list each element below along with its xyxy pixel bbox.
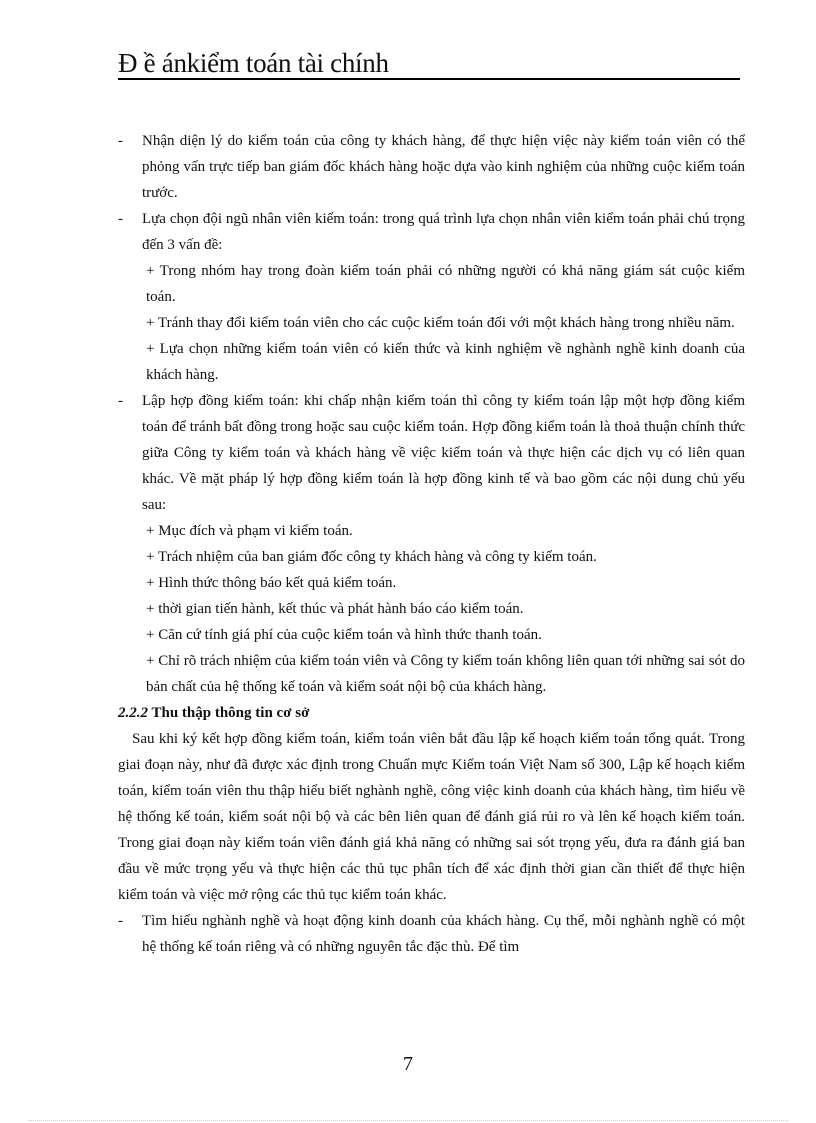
section-heading xyxy=(118,700,745,726)
section-title: Thu thập thông tin cơ sở xyxy=(148,705,310,721)
section-number: 2.2.2 xyxy=(118,705,148,721)
page-bottom-divider xyxy=(28,1120,788,1121)
page-number: 7 xyxy=(403,1053,413,1075)
sub-item: + Căn cứ tính giá phí của cuộc kiểm toán và hình thức thanh toán. xyxy=(146,627,542,643)
page-header-title: Đ ề ánkiểm toán tài chính xyxy=(118,48,740,80)
sub-item: + Trong nhóm hay trong đoàn kiểm toán phải có những người có khả năng giám sát cuộc kiểm toán. xyxy=(146,263,745,305)
bullet-text: Tìm hiểu nghành nghề và hoạt động kinh doanh của khách hàng. Cụ thể, mỗi nghành nghề có một hệ thống kế toán riêng và có những nguyên tắc đặc thù. Để tìm xyxy=(142,913,745,955)
sub-item: + Hình thức thông báo kết quả kiểm toán. xyxy=(146,575,397,591)
sub-item: + Mục đích và phạm vi kiểm toán. xyxy=(146,523,353,539)
dash-mark: - xyxy=(118,133,123,149)
dash-mark: - xyxy=(118,913,123,929)
sub-item: + Chỉ rõ trách nhiệm của kiểm toán viên và Công ty kiểm toán không liên quan tới những sai sót do bản chất của hệ thống kế toán và kiểm soát nội bộ của khách hàng. xyxy=(146,653,745,695)
bullet-item xyxy=(118,388,745,518)
bullet-text: Lập hợp đồng kiểm toán: khi chấp nhận kiểm toán thì công ty kiểm toán lập một hợp đồng kiểm toán để tránh bất đồng trong hoặc sau cuộc kiểm toán. Hợp đồng kiểm toán là thoả thuận chính thức giữa Công ty kiểm toán và khách hàng về việc kiểm toán và thực hiện các dịch vụ có liên quan khác. Về mặt pháp lý hợp đồng kiểm toán là hợp đồng kinh tế và bao gồm các nội dung chủ yếu sau: xyxy=(142,393,745,513)
sub-item: + Trách nhiệm của ban giám đốc công ty khách hàng và công ty kiểm toán. xyxy=(146,549,597,565)
body-paragraph: Sau khi ký kết hợp đồng kiểm toán, kiểm toán viên bắt đầu lập kế hoạch kiểm toán tổng quát. Trong giai đoạn này, như đã được xác định trong Chuẩn mực Kiểm toán Việt Nam số 300, Lập kế hoạch kiểm toán, kiểm toán viên thu thập hiểu biết nghành nghề, công việc kinh doanh của khách hàng, tìm hiểu về hệ thống kế toán, kiểm soát nội bộ và các bên liên quan để đánh giá rủi ro và lên kế hoạch kiểm toán. Trong giai đoạn này kiểm toán viên đánh giá khả năng có những sai sót trọng yếu, đưa ra đánh giá ban đầu về mức trọng yếu và thực hiện các thủ tục phân tích để xác định thời gian cần thiết để thực hiện kiểm toán và việc mở rộng các thủ tục kiểm toán khác. xyxy=(118,731,745,903)
dash-mark: - xyxy=(118,211,123,227)
sub-item: + Tránh thay đổi kiểm toán viên cho các cuộc kiểm toán đối với một khách hàng trong nhiều năm. xyxy=(146,315,735,331)
sub-item: + Lựa chọn những kiểm toán viên có kiến thức và kinh nghiệm về nghành nghề kinh doanh của khách hàng. xyxy=(146,341,745,383)
bullet-item xyxy=(118,206,745,258)
dash-mark: - xyxy=(118,393,123,409)
page-body xyxy=(118,128,745,960)
bullet-item xyxy=(118,908,745,960)
bullet-item xyxy=(118,128,745,206)
sub-item: + thời gian tiến hành, kết thúc và phát hành báo cáo kiểm toán. xyxy=(146,601,524,617)
bullet-text: Nhận diện lý do kiểm toán của công ty khách hàng, để thực hiện việc này kiểm toán viên có thể phỏng vấn trực tiếp ban giám đốc khách hàng hoặc dựa vào kinh nghiệm của những cuộc kiểm toán trước. xyxy=(142,133,745,201)
bullet-text: Lựa chọn đội ngũ nhân viên kiểm toán: trong quá trình lựa chọn nhân viên kiểm toán phải chú trọng đến 3 vấn đề: xyxy=(142,211,745,253)
